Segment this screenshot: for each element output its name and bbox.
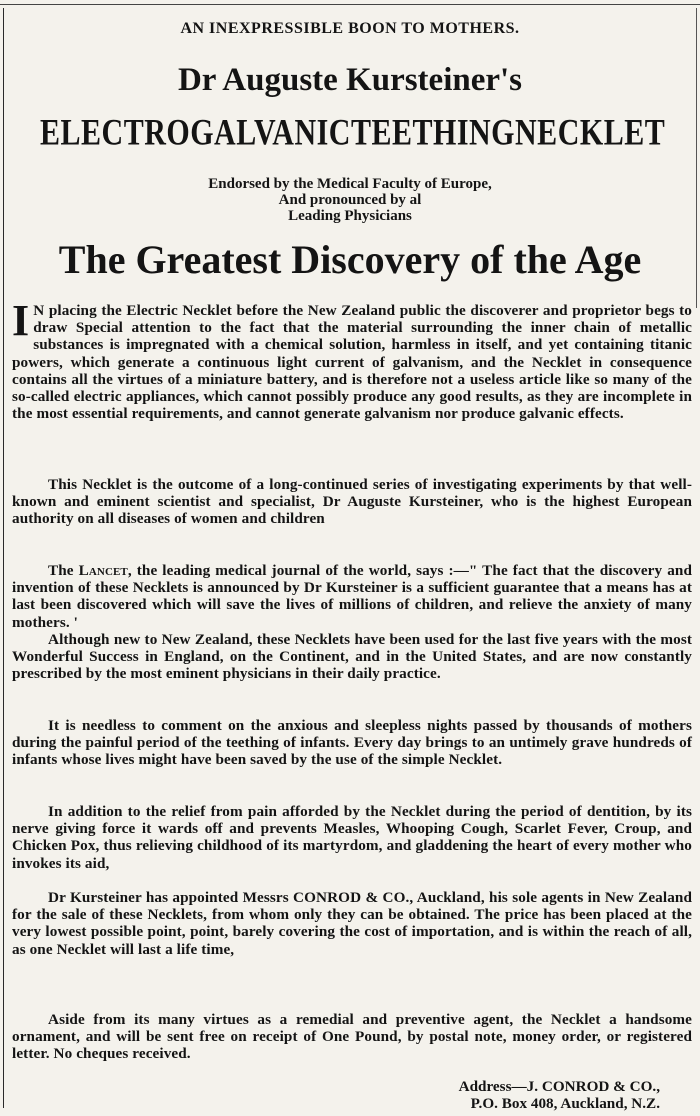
paragraph-2-text: This Necklet is the outcome of a long-continued series of investigating experiments by that well-known and eminent scientist and specialist, Dr Auguste Kursteiner, who is the highest European authority on all diseases of women and children — [12, 476, 692, 528]
paragraph-2 — [12, 476, 692, 528]
paragraph-6 — [12, 803, 692, 872]
paragraph-1 — [12, 296, 692, 423]
paragraph-4-text: Although new to New Zealand, these Necklets have been used for the last five years with the most Wonderful Success in England, on the Continent, and in the United States, and are now constantly prescribed by the most eminent physicians in their daily practice. — [12, 631, 692, 683]
address-line-1: Address—J. CONROD & CO., — [458, 1078, 660, 1095]
paragraph-3-pre: The — [48, 562, 74, 579]
paragraph-5 — [12, 717, 692, 769]
kicker-line: AN INEXPRESSIBLE BOON TO MOTHERS. — [180, 20, 520, 37]
journal-name: Lancet — [78, 562, 128, 579]
product-title — [40, 112, 666, 155]
top-rule — [0, 4, 700, 5]
endorsement-line-1: Endorsed by the Medical Faculty of Europe, — [208, 176, 492, 192]
endorsement-line-3: Leading Physicians — [288, 208, 412, 224]
paragraph-8 — [12, 1011, 692, 1063]
drop-cap: I — [12, 296, 30, 345]
paragraph-1-text: N placing the Electric Necklet before the New Zealand public the discoverer and proprietor begs to draw Special attention to the fact that the material surrounding the inner chain of metallic substances is impregnated with a chemical solution, harmless in itself, and yet containing titanic powers, which generate a continuous light current of galvanism, and the Necklet in consequence contains all the virtues of a miniature battery, and is therefore not a useless article like so many of the so-called electric appliances, which cannot possibly produce any good results, as they are incomplete in the most essential requirements, and cannot generate galvanism nor produce galvanic effects. — [12, 302, 692, 423]
paragraph-3 — [12, 562, 692, 631]
endorsement-line-2: And pronounced by al — [278, 192, 422, 208]
inventor-name: Dr Auguste Kursteiner's — [177, 62, 523, 98]
right-column-rule — [696, 8, 697, 308]
paragraph-7 — [12, 889, 692, 958]
product-word-1: ELECTRO — [40, 112, 191, 154]
left-column-rule — [3, 8, 4, 1108]
product-word-3: TEETHING — [350, 112, 516, 154]
product-word-2: GALVANIC — [190, 112, 351, 154]
paragraph-6-text: In addition to the relief from pain afforded by the Necklet during the period of dentition, by its nerve giving force it wards off and prevents Measles, Whooping Cough, Scarlet Fever, Croup, and Chicken Pox, thus relieving childhood of its martyrdom, and gladdening the heart of every mother who invokes its aid, — [12, 803, 692, 872]
paragraph-4 — [12, 631, 692, 683]
address-line-2: P.O. Box 408, Auckland, N.Z. — [470, 1095, 660, 1112]
product-word-4: NECKLET — [515, 112, 666, 154]
paragraph-7-text: Dr Kursteiner has appointed Messrs CONROD & CO., Auckland, his sole agents in New Zealand for the sale of these Necklets, from whom only they can be obtained. The price has been placed at the very lowest possible point, point, barely covering the cost of importation, and is within the reach of all, as one Necklet will last a life time, — [12, 889, 692, 958]
headline: The Greatest Discovery of the Age — [58, 237, 642, 282]
paragraph-5-text: It is needless to comment on the anxious and sleepless nights passed by thousands of mothers during the painful period of the teething of infants. Every day brings to an untimely grave hundreds of infants whose lives might have been saved by the use of the simple Necklet. — [12, 717, 692, 769]
paragraph-3-text: , the leading medical journal of the world, says :—" The fact that the discovery and invention of these Necklets is announced by Dr Kursteiner is a sufficient guarantee that a means has at last been discovered which will save the lives of millions of children, and relieve the anxiety of many mothers. ' — [12, 562, 692, 631]
paragraph-8-text: Aside from its many virtues as a remedial and preventive agent, the Necklet a handsome ornament, and will be sent free on receipt of One Pound, by postal note, money order, or registered letter. No cheques received. — [12, 1011, 692, 1063]
